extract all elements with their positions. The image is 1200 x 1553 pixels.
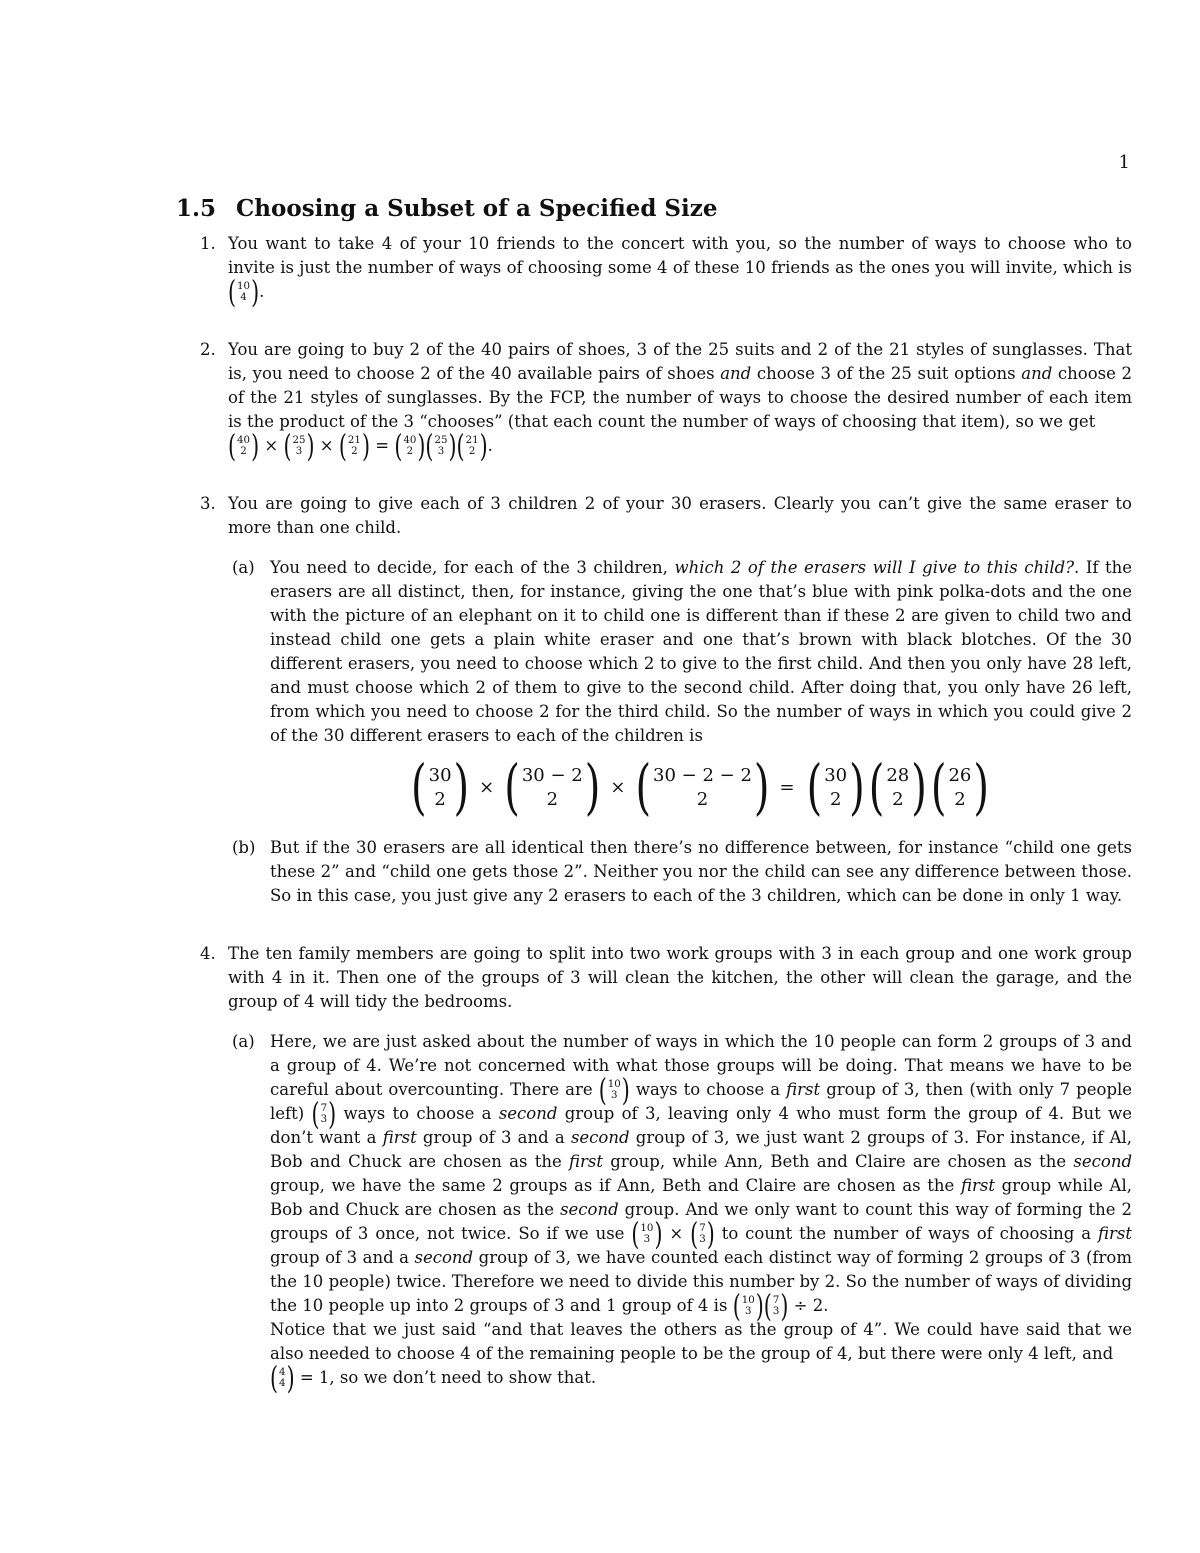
binom-bottom: 2 <box>434 789 446 810</box>
subitem-label: (a) <box>232 1032 255 1051</box>
binom-top: 7 <box>699 1222 706 1234</box>
binom-top: 40 <box>237 434 251 446</box>
binomial-7-3: ( 7 3 ) <box>311 1096 337 1133</box>
subitem-label: (a) <box>232 558 255 577</box>
binom-bottom: 3 <box>437 445 445 457</box>
binomial-28-2-expr: ( 30 − 2 2 ) <box>504 753 601 823</box>
solution-item-1 <box>176 232 1132 311</box>
item-text <box>228 232 1132 311</box>
text-run: You need to decide, for each of the 3 children, <box>270 558 675 577</box>
item-intro: The ten family members are going to split into two work groups with 3 in each group and one work group with 4 in it. Then one of the groups of 3 will clean the kitchen, the other will clean the garage, and the group of 4 will tidy the bedrooms. <box>228 944 1132 1011</box>
solution-item-2 <box>176 338 1132 465</box>
subitem-3b <box>228 836 1132 908</box>
subitem-text <box>270 556 1132 748</box>
text-run: Notice that we just said “and that leaves the others as the group of 4”. We could have said that we also needed to choose 4 of the remaining people to be the group of 4, but there were only 4 left, and <box>270 1320 1132 1363</box>
binomial-10-3: ( 10 3 ) <box>732 1288 764 1325</box>
text-run: . <box>259 282 265 301</box>
divide-by-two: ÷ 2. <box>793 1296 829 1315</box>
emphasis-second: second <box>560 1200 619 1219</box>
text-run: group of 3 and a <box>422 1128 565 1147</box>
binom-bottom: 3 <box>611 1089 618 1101</box>
binom-bottom: 2 <box>892 789 904 810</box>
text-run: group of 3 and a <box>270 1248 409 1267</box>
binomial-40-2: ( 40 2 ) <box>228 428 260 465</box>
text-run: . If the erasers are all distinct, then, for instance, giving the one that’s blue with pink polka-dots and the one with the picture of an elephant on it to child one is different than if these 2 are given to child two and instead child one gets a plain white eraser and one that’s brown with black blotches. Of the 30 different erasers, you need to choose which 2 to give to the first child. And then you only have 28 left, and must choose which 2 of them to give to the second child. After doing that, you only have 26 left, from which you need to choose 2 for the third child. So the number of ways in which you could give 2 of the 30 different erasers to each of the children is <box>270 558 1132 745</box>
item-intro: You are going to give each of 3 children 2 of your 30 erasers. Clearly you can’t give the same eraser to more than one child. <box>228 494 1132 537</box>
binomial-10-3: ( 10 3 ) <box>631 1216 663 1253</box>
binom-top: 30 <box>824 765 848 786</box>
binom-bottom: 2 <box>406 445 414 457</box>
subitem-label: (b) <box>232 838 256 857</box>
emphasis-and: and <box>720 364 752 383</box>
text-run: group of 3, leaving only 4 who must form the group of 4. But we don’t want a <box>270 1104 1132 1147</box>
item-number: 2. <box>200 340 216 359</box>
binom-bottom: 3 <box>744 1305 752 1317</box>
text-run: ways to choose a <box>635 1080 781 1099</box>
text-run: You are going to buy 2 of the 40 pairs of shoes, 3 of the 25 suits and 2 of the 21 styles of sunglasses. That is, you need to choose 2 of the 40 available pairs of shoes <box>228 340 1132 383</box>
binomial-30-2: ( 30 2 ) <box>806 753 865 823</box>
times-symbol: × <box>319 436 334 455</box>
binom-top: 28 <box>886 765 910 786</box>
text-run: to count the number of ways of choosing a <box>721 1224 1092 1243</box>
times-symbol: × <box>610 777 626 798</box>
binom-bottom: 2 <box>546 789 559 810</box>
binomial-21-2: ( 21 2 ) <box>456 428 488 465</box>
text-run: You want to take 4 of your 10 friends to the concert with you, so the number of ways to choose who to invite is just the number of ways of choosing some 4 of these 10 friends as the ones you will invite, which is <box>228 234 1132 277</box>
binom-top: 7 <box>772 1294 780 1306</box>
binomial-7-3: ( 7 3 ) <box>690 1216 715 1253</box>
binom-bottom: 2 <box>468 445 476 457</box>
binom-bottom: 2 <box>829 789 842 810</box>
binomial-26-2-expr: ( 30 − 2 − 2 2 ) <box>635 753 770 823</box>
binomial-4-4: ( 4 4 ) <box>270 1360 295 1397</box>
binom-bottom: 3 <box>295 445 303 457</box>
emphasis-and: and <box>1021 364 1053 383</box>
binom-top: 21 <box>465 434 479 446</box>
binomial-28-2: ( 28 2 ) <box>868 753 927 823</box>
display-equation <box>270 753 1132 823</box>
binom-bottom: 3 <box>320 1113 328 1125</box>
section-heading <box>176 195 717 222</box>
binomial-25-3: ( 25 3 ) <box>425 428 457 465</box>
times-symbol: × <box>264 436 279 455</box>
binomial-21-2: ( 21 2 ) <box>338 428 370 465</box>
binom-top: 10 <box>640 1222 654 1234</box>
emphasis-second: second <box>414 1248 474 1267</box>
solution-item-4 <box>176 942 1133 1397</box>
binom-bottom: 4 <box>279 1377 286 1389</box>
solution-item-3 <box>176 492 1132 908</box>
times-symbol: × <box>669 1224 684 1243</box>
item-text <box>228 338 1132 465</box>
item-number: 3. <box>200 494 216 513</box>
binom-top: 30 − 2 − 2 <box>653 765 752 786</box>
binom-top: 30 − 2 <box>521 765 583 786</box>
binom-bottom: 3 <box>643 1233 651 1245</box>
emphasis-second: second <box>1073 1152 1133 1171</box>
section-number: 1.5 <box>176 195 217 222</box>
text-run: group of 3, we just want 2 groups of 3. For instance, if Al, Bob and Chuck are chosen as the <box>270 1128 1133 1171</box>
text-run: ways to choose a <box>343 1104 492 1123</box>
text-run: group. And we only want to count this way of forming the 2 groups of 3 once, not twice. So if we use <box>270 1200 1133 1243</box>
binom-bottom: 2 <box>954 789 966 810</box>
emphasis-second: second <box>498 1104 558 1123</box>
binom-bottom: 2 <box>351 445 358 457</box>
item-number: 1. <box>200 234 216 253</box>
notice-text <box>270 1318 1132 1397</box>
binomial-25-3: ( 25 3 ) <box>283 428 315 465</box>
binom-top: 10 <box>237 280 251 292</box>
binom-top: 10 <box>741 1294 755 1306</box>
binom-top: 40 <box>403 434 417 446</box>
binom-top: 21 <box>347 434 361 446</box>
subitem-text: But if the 30 erasers are all identical then there’s no difference between, for instance “child one gets these 2” and “child one gets those 2”. Neither you nor the child can see any difference between those. So in this case, you just give any 2 erasers to each of the 3 children, which can be done in only 1 way. <box>270 838 1132 905</box>
binom-bottom: 3 <box>772 1305 780 1317</box>
emphasis-first: first <box>1098 1224 1133 1243</box>
emphasis-first: first <box>382 1128 417 1147</box>
binom-bottom: 2 <box>696 789 709 810</box>
text-run: group of 3, then (with only 7 people left) <box>270 1080 1133 1123</box>
emphasis-first: first <box>960 1176 995 1195</box>
binom-top: 10 <box>607 1078 621 1090</box>
binom-top: 26 <box>948 765 972 786</box>
section-title: Choosing a Subset of a Specified Size <box>236 195 718 222</box>
text-run: choose 3 of the 25 suit options <box>751 364 1022 383</box>
emphasis-first: first <box>786 1080 821 1099</box>
binom-top: 7 <box>320 1102 328 1114</box>
text-run: group of 3, we have counted each distinct way of forming 2 groups of 3 (from the 10 people) twice. Therefore we need to divide this number by 2. So the number of ways of dividing the 10 people up into 2 groups of 3 and 1 group of 4 is <box>270 1248 1132 1315</box>
emphasis-question: which 2 of the erasers will I give to this child? <box>674 558 1075 577</box>
text-run: = 1, so we don’t need to show that. <box>299 1368 597 1387</box>
text-run: group, we have the same 2 groups as if Ann, Beth and Claire are chosen as the <box>270 1176 955 1195</box>
binom-top: 30 <box>428 765 452 786</box>
binom-top: 4 <box>279 1366 286 1378</box>
emphasis-first: first <box>569 1152 604 1171</box>
binomial-10-4: ( 10 4 ) <box>228 274 260 311</box>
text-run: choose 2 of the 21 styles of sunglasses. By the FCP, the number of ways to choose the desired number of each item is the product of the 3 “chooses” (that each count the number of ways of choosing that item), so we get <box>228 364 1132 431</box>
binomial-10-3: ( 10 3 ) <box>598 1072 630 1109</box>
emphasis-second: second <box>570 1128 630 1147</box>
binomial-7-3: ( 7 3 ) <box>763 1288 789 1325</box>
binom-bottom: 4 <box>240 291 247 303</box>
text-run: group, while Ann, Beth and Claire are chosen as the <box>610 1152 1067 1171</box>
item-number: 4. <box>200 944 216 963</box>
binomial-30-2: ( 30 2 ) <box>411 753 470 823</box>
binom-bottom: 3 <box>699 1233 706 1245</box>
binomial-26-2: ( 26 2 ) <box>930 753 989 823</box>
binom-bottom: 2 <box>240 445 247 457</box>
subitem-text <box>270 1030 1133 1325</box>
binomial-40-2: ( 40 2 ) <box>394 428 426 465</box>
equals-symbol: = <box>375 436 390 455</box>
subitem-4a <box>228 1030 1133 1397</box>
subitem-3a <box>228 556 1132 823</box>
times-symbol: × <box>479 777 495 798</box>
text-run: . <box>487 436 493 455</box>
page-number: 1 <box>1118 152 1130 173</box>
solutions-list <box>176 232 1133 1397</box>
binom-top: 25 <box>434 434 448 446</box>
text-run: Here, we are just asked about the number of ways in which the 10 people can form 2 groups of 3 and a group of 4. We’re not concerned with what those groups will be doing. That means we have to be careful about overcounting. There are <box>270 1032 1132 1099</box>
equals-symbol: = <box>779 777 795 798</box>
binom-top: 25 <box>292 434 306 446</box>
text-run: group while Al, Bob and Chuck are chosen as the <box>270 1176 1132 1219</box>
